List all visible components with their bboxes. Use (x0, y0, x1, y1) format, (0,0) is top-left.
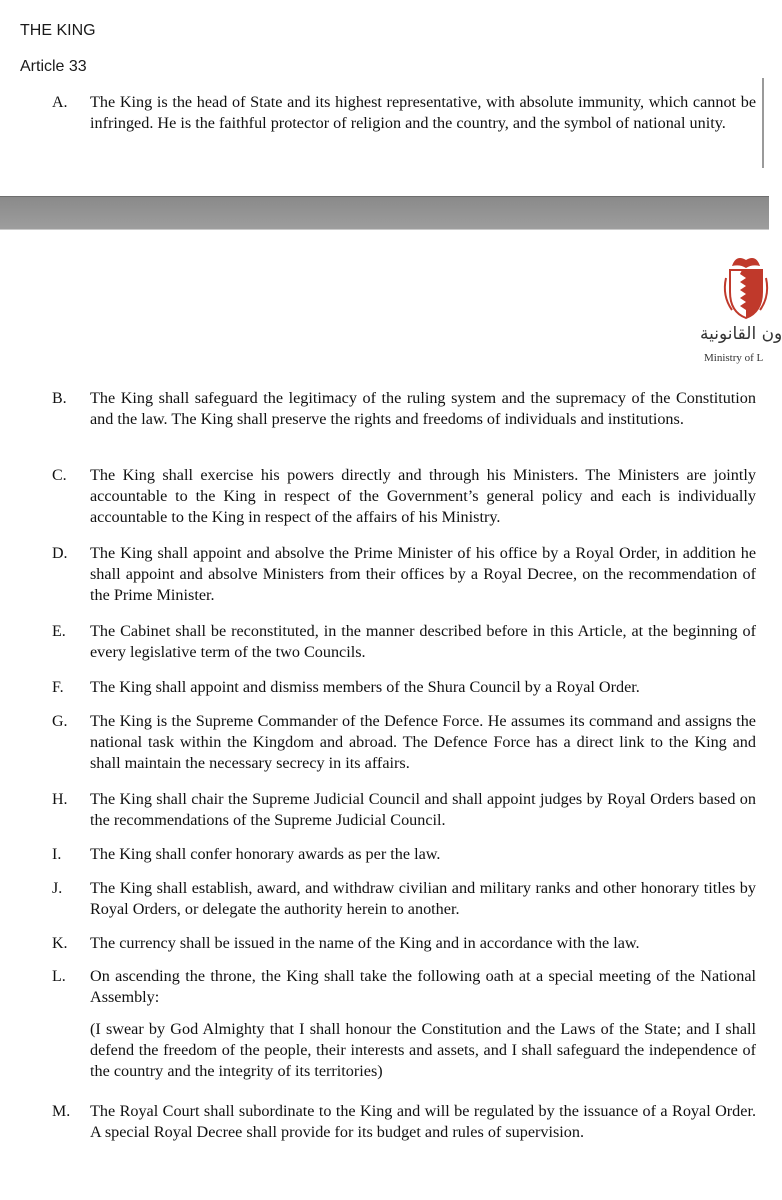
ministry-caption: Ministry of L (704, 352, 764, 364)
clause-text: The Royal Court shall subordinate to the King and will be regulated by the issuance of a Royal Order. A special Royal Decree shall provide for its budget and rules of supervision. (90, 1102, 756, 1141)
clause-label: M. (52, 1103, 71, 1120)
clause-label: I. (52, 846, 62, 863)
clause-label: B. (52, 390, 67, 407)
clause-label: K. (52, 935, 68, 952)
clause-label: C. (52, 467, 67, 484)
page-edge-rule (762, 78, 764, 168)
clause-text: The King shall chair the Supreme Judicial Council and shall appoint judges by Royal Orders based on the recommendations of the Supreme Judicial Council. (90, 790, 756, 829)
clause-label: E. (52, 623, 66, 640)
page-break-band (0, 196, 769, 230)
clause-text: The King shall establish, award, and withdraw civilian and military ranks and other honorary titles by Royal Orders, or delegate the authority herein to another. (90, 879, 756, 918)
clause-label: F. (52, 679, 64, 696)
section-title: THE KING (20, 22, 96, 39)
clause-text: The King is the Supreme Commander of the Defence Force. He assumes its command and assigns the national task within the Kingdom and abroad. The Defence Force has a direct link to the King and shall maintain the necessary secrecy in its affairs. (90, 712, 756, 772)
clause-text: On ascending the throne, the King shall take the following oath at a special meeting of the National Assembly: (90, 967, 756, 1006)
clause-label: G. (52, 713, 68, 730)
clause-label: A. (52, 94, 68, 111)
oath-text: (I swear by God Almighty that I shall honour the Constitution and the Laws of the State; and I shall defend the freedom of the people, their interests and assets, and I shall safeguard the independence of the country and the integrity of its territories) (90, 1020, 756, 1080)
ministry-logo (700, 252, 782, 372)
ministry-arabic-text: ون القانونية (700, 324, 782, 344)
clause-text: The King shall appoint and absolve the Prime Minister of his office by a Royal Order, in addition he shall appoint and absolve Ministers from their offices by a Royal Decree, on the recommendation of the Prime Minister. (90, 544, 756, 604)
clause-label: H. (52, 791, 68, 808)
clause-text: The King shall exercise his powers directly and through his Ministers. The Ministers are jointly accountable to the King in respect of the Government’s general policy and each is individually accountable to the King in respect of the affairs of his Ministry. (90, 466, 756, 526)
clause-label: J. (52, 880, 63, 897)
clause-text: The King shall safeguard the legitimacy of the ruling system and the supremacy of the Constitution and the law. The King shall preserve the rights and freedoms of individuals and institutions. (90, 389, 756, 428)
bahrain-emblem-icon (722, 252, 769, 322)
clause-label: D. (52, 545, 68, 562)
clause-text: The King shall appoint and dismiss members of the Shura Council by a Royal Order. (90, 678, 640, 696)
clause-text: The King is the head of State and its highest representative, with absolute immunity, which cannot be infringed. He is the faithful protector of religion and the country, and the symbol of national unity. (90, 93, 756, 132)
clause-text: The King shall confer honorary awards as per the law. (90, 845, 441, 863)
clause-text: The currency shall be issued in the name of the King and in accordance with the law. (90, 934, 640, 952)
clause-text: The Cabinet shall be reconstituted, in the manner described before in this Article, at the beginning of every legislative term of the two Councils. (90, 622, 756, 661)
article-title: Article 33 (20, 58, 87, 75)
clause-label: L. (52, 968, 66, 985)
